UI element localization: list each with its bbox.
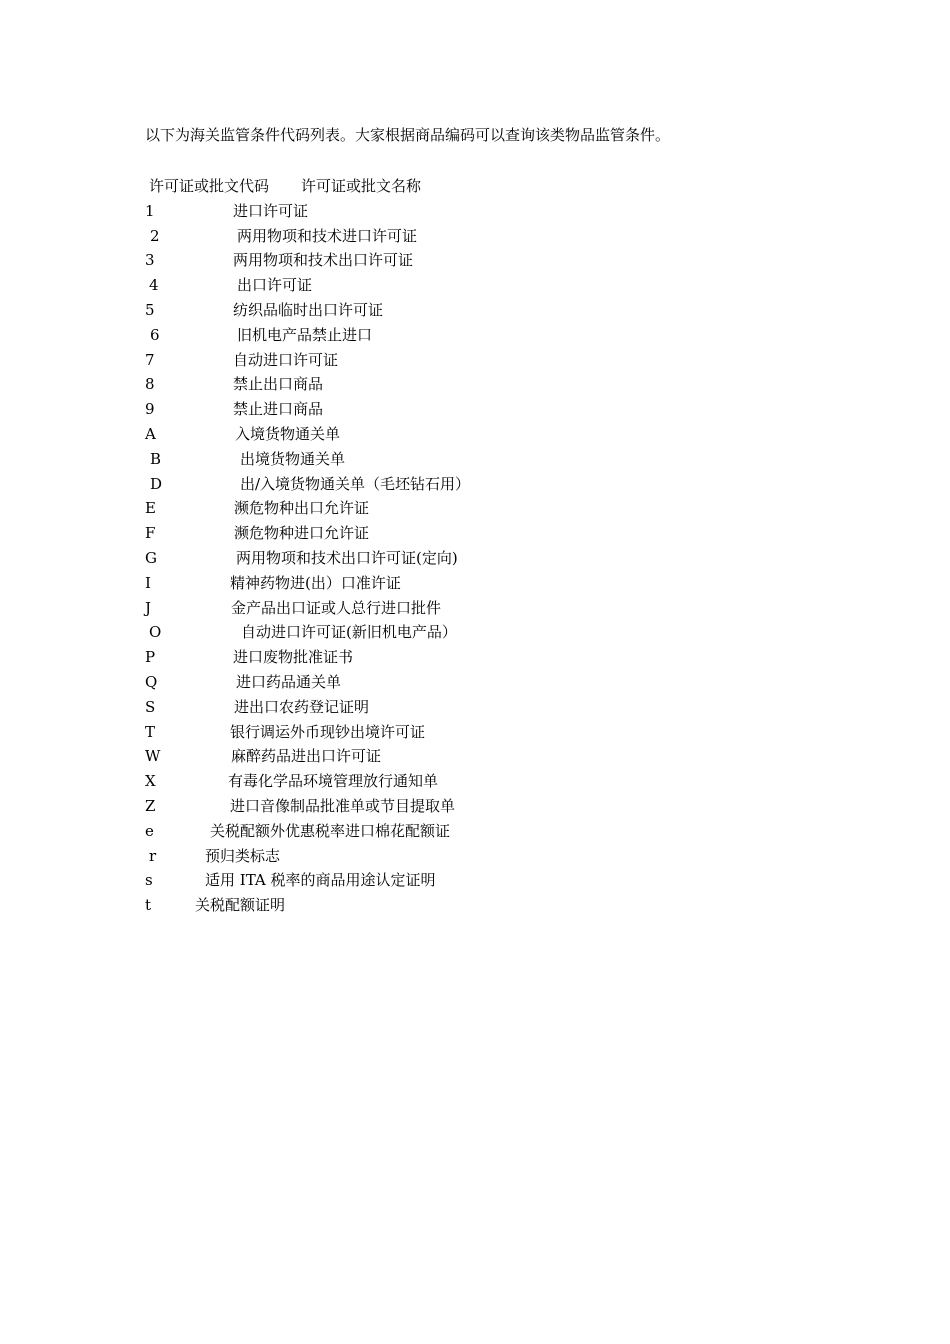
table-row	[145, 596, 845, 621]
table-row	[145, 868, 845, 893]
row-name: 濒危物种进口允许证	[234, 524, 370, 543]
row-code: t	[145, 896, 152, 915]
row-name: 麻醉药品进出口许可证	[231, 747, 382, 766]
row-name: 关税配额证明	[195, 896, 286, 915]
table-row	[145, 645, 845, 670]
row-name: 自动进口许可证(新旧机电产品）	[241, 623, 457, 642]
row-name: 进口许可证	[233, 201, 309, 220]
row-code: P	[145, 648, 156, 667]
row-name: 出/入境货物通关单（毛坯钻石用）	[240, 474, 471, 493]
table-row	[145, 496, 845, 521]
row-name: 两用物项和技术出口许可证	[233, 251, 414, 270]
row-name: 适用 ITA 税率的商品用途认定证明	[205, 871, 436, 890]
row-code: 9	[145, 400, 155, 419]
table-row	[145, 546, 845, 571]
row-code: 3	[145, 251, 155, 270]
row-name: 禁止进口商品	[233, 400, 324, 419]
table-row	[145, 720, 845, 745]
table-row	[145, 273, 845, 298]
table-row	[145, 248, 845, 273]
row-name: 进出口农药登记证明	[234, 697, 370, 716]
row-code: S	[145, 697, 156, 716]
row-code: G	[145, 548, 157, 567]
table-row	[145, 571, 845, 596]
row-code: 6	[150, 325, 160, 344]
row-name: 进口音像制品批准单或节目提取单	[230, 796, 456, 815]
row-code: D	[150, 474, 163, 493]
row-code: r	[149, 846, 157, 865]
table-row	[145, 819, 845, 844]
table-row	[145, 447, 845, 472]
row-code: T	[145, 722, 156, 741]
row-code: 1	[145, 201, 155, 220]
row-code: I	[145, 573, 151, 592]
table-row	[145, 348, 845, 373]
table-row	[145, 744, 845, 769]
table-row	[145, 670, 845, 695]
row-name: 濒危物种出口允许证	[234, 499, 370, 518]
table-body	[145, 199, 845, 918]
row-code: X	[145, 772, 156, 791]
table-row	[145, 521, 845, 546]
row-code: Q	[145, 672, 158, 691]
table-row	[145, 323, 845, 348]
row-code: Z	[145, 796, 156, 815]
table-row	[145, 224, 845, 249]
row-code: s	[145, 871, 153, 890]
table-row	[145, 199, 845, 224]
row-name: 自动进口许可证	[233, 350, 339, 369]
row-code: 4	[149, 276, 159, 295]
row-name: 出境货物通关单	[240, 449, 346, 468]
row-name: 银行调运外币现钞出境许可证	[230, 722, 426, 741]
row-name: 入境货物通关单	[235, 424, 341, 443]
row-code: 7	[145, 350, 155, 369]
header-code-label: 许可证或批文代码	[149, 177, 270, 195]
row-code: B	[150, 449, 162, 468]
row-name: 预归类标志	[205, 846, 281, 865]
table-row	[145, 397, 845, 422]
row-code: F	[145, 524, 156, 543]
row-name: 有毒化学品环境管理放行通知单	[228, 772, 439, 791]
header-name-label: 许可证或批文名称	[301, 177, 422, 195]
table-row	[145, 620, 845, 645]
row-name: 两用物项和技术出口许可证(定向)	[236, 548, 458, 567]
table-row	[145, 422, 845, 447]
row-code: J	[145, 598, 152, 617]
row-code: E	[145, 499, 156, 518]
code-table	[145, 174, 845, 918]
row-name: 进口药品通关单	[236, 672, 342, 691]
row-code: e	[145, 821, 154, 840]
row-code: 2	[150, 226, 160, 245]
table-row	[145, 844, 845, 869]
row-code: A	[145, 424, 156, 443]
row-code: 8	[145, 375, 155, 394]
row-code: O	[149, 623, 162, 642]
row-code: W	[145, 747, 161, 766]
table-header	[145, 174, 845, 199]
intro-paragraph: 以下为海关监管条件代码列表。大家根据商品编码可以查询该类物品监管条件。	[145, 126, 671, 144]
table-row	[145, 298, 845, 323]
table-row	[145, 372, 845, 397]
row-name: 纺织品临时出口许可证	[233, 300, 384, 319]
row-name: 旧机电产品禁止进口	[237, 325, 373, 344]
row-name: 禁止出口商品	[233, 375, 324, 394]
table-row	[145, 893, 845, 918]
row-code: 5	[145, 300, 155, 319]
row-name: 关税配额外优惠税率进口棉花配额证	[210, 821, 451, 840]
row-name: 出口许可证	[237, 276, 313, 295]
row-name: 两用物项和技术进口许可证	[237, 226, 418, 245]
table-row	[145, 695, 845, 720]
row-name: 金产品出口证或人总行进口批件	[231, 598, 442, 617]
row-name: 进口废物批准证书	[233, 648, 354, 667]
table-row	[145, 769, 845, 794]
table-row	[145, 472, 845, 497]
row-name: 精神药物进(出）口准许证	[230, 573, 401, 592]
table-row	[145, 794, 845, 819]
